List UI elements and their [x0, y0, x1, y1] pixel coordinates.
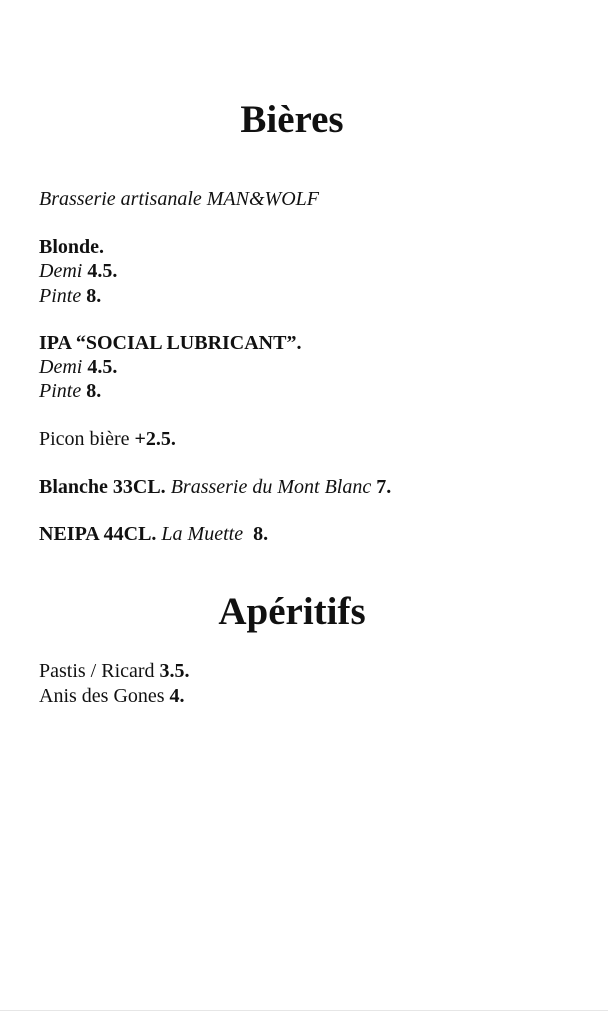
item-row-neipa: [39, 522, 268, 546]
item-name: Anis des Gones: [39, 685, 165, 707]
beer-name-ipa: IPA “SOCIAL LUBRICANT”.: [39, 332, 302, 354]
size-label: Pinte: [39, 380, 82, 402]
section-title-aperitifs: Apéritifs: [218, 590, 366, 633]
item-row-blanche: [39, 475, 391, 499]
size-label: Pinte: [39, 285, 82, 307]
price-value: 8.: [253, 523, 269, 545]
price-value: +2.5.: [134, 428, 176, 450]
price-value: 4.5.: [87, 260, 118, 282]
item-row-pastis: [39, 659, 190, 683]
price-row-ipa-pinte: [39, 379, 101, 403]
price-value: 7.: [376, 476, 392, 498]
page-bottom-divider: [0, 1010, 608, 1011]
price-value: 3.5.: [159, 660, 190, 682]
size-label: Demi: [39, 260, 83, 282]
item-name: Pastis / Ricard: [39, 660, 155, 682]
item-brewery: Brasserie du Mont Blanc: [170, 476, 372, 498]
beer-name-blonde: Blonde.: [39, 236, 105, 258]
price-value: 4.5.: [87, 356, 118, 378]
item-row-picon: [39, 427, 176, 451]
item-row-anis: [39, 684, 185, 708]
item-name: Picon bière: [39, 428, 130, 450]
section-title-bieres: Bières: [240, 98, 344, 141]
item-brewery: La Muette: [161, 523, 244, 545]
price-row-ipa-demi: [39, 355, 117, 379]
price-value: 8.: [86, 380, 102, 402]
price-value: 4.: [169, 685, 185, 707]
size-label: Demi: [39, 356, 83, 378]
item-name: NEIPA 44CL.: [39, 523, 157, 545]
item-name: Blanche 33CL.: [39, 476, 166, 498]
price-value: 8.: [86, 285, 102, 307]
price-row-blonde-demi: [39, 259, 117, 283]
price-row-blonde-pinte: [39, 284, 101, 308]
brewery-label: Brasserie artisanale MAN&WOLF: [39, 188, 319, 210]
